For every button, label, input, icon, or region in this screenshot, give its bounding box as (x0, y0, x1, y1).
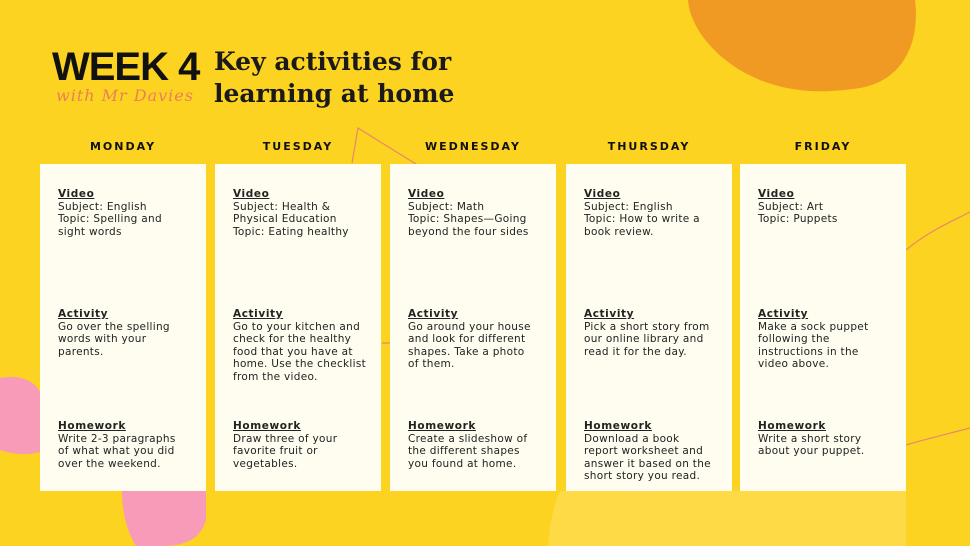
activity-label: Activity (408, 308, 459, 320)
activity-text: Pick a short story from our online library and read it for the day. (584, 320, 710, 358)
activity-label: Activity (58, 308, 109, 320)
video-text: Subject: Math Topic: Shapes—Going beyond the four sides (408, 200, 529, 238)
day-heading-wednesday: WEDNESDAY (425, 140, 521, 153)
page-title-line-1: Key activities for (214, 47, 452, 76)
homework-label: Homework (758, 420, 826, 432)
day-card-tuesday (215, 164, 381, 491)
video-section (408, 188, 554, 238)
activity-section (584, 308, 730, 358)
homework-text: Draw three of your favorite fruit or vegetables. (233, 432, 338, 470)
activity-section (758, 308, 904, 371)
video-section (233, 188, 379, 238)
homework-label: Homework (408, 420, 476, 432)
activity-section (408, 308, 554, 371)
homework-label: Homework (584, 420, 652, 432)
video-text: Subject: Health & Physical Education Topic: Eating healthy (233, 200, 349, 238)
day-card-wednesday (390, 164, 556, 491)
light-yellow-shape (548, 491, 906, 546)
day-card-monday (40, 164, 206, 491)
homework-text: Write a short story about your puppet. (758, 432, 865, 458)
video-label: Video (233, 188, 270, 200)
video-label: Video (758, 188, 795, 200)
activity-label: Activity (233, 308, 284, 320)
day-heading-tuesday: TUESDAY (262, 140, 334, 153)
homework-section (758, 420, 904, 458)
video-label: Video (584, 188, 621, 200)
video-section (758, 188, 904, 226)
homework-text: Download a book report worksheet and answer it based on the short story you read. (584, 432, 711, 483)
homework-label: Homework (233, 420, 301, 432)
activity-text: Go to your kitchen and check for the healthy food that you have at home. Use the checklist from the video. (233, 320, 367, 383)
homework-section (233, 420, 379, 470)
homework-text: Write 2-3 paragraphs of what what you did over the weekend. (58, 432, 176, 470)
activity-text: Go around your house and look for different shapes. Take a photo of them. (408, 320, 531, 371)
homework-section (58, 420, 204, 470)
page-title-line-2: learning at home (214, 79, 455, 108)
pink-blob-shape (0, 377, 40, 454)
outline-leaf-right-shape (906, 212, 970, 250)
outline-line-right-shape (906, 428, 970, 445)
video-label: Video (58, 188, 95, 200)
day-card-thursday (566, 164, 732, 491)
homework-section (584, 420, 730, 483)
orange-blob-shape (688, 0, 916, 91)
day-heading-monday: MONDAY (89, 140, 157, 153)
day-card-friday (740, 164, 906, 491)
pink-blob-bottom-shape (122, 491, 206, 546)
video-section (584, 188, 730, 238)
day-heading-friday: FRIDAY (794, 140, 852, 153)
activity-text: Go over the spelling words with your parents. (58, 320, 170, 358)
homework-text: Create a slideshow of the different shapes you found at home. (408, 432, 528, 470)
homework-section (408, 420, 554, 470)
page-title (214, 46, 474, 110)
homework-label: Homework (58, 420, 126, 432)
day-heading-thursday: THURSDAY (607, 140, 691, 153)
video-section (58, 188, 204, 238)
activity-label: Activity (758, 308, 809, 320)
activity-section (233, 308, 379, 384)
activity-label: Activity (584, 308, 635, 320)
teacher-name: with Mr Davies (56, 86, 194, 105)
week-label: WEEK 4 (52, 45, 200, 89)
activity-section (58, 308, 204, 358)
activity-text: Make a sock puppet following the instructions in the video above. (758, 320, 869, 371)
video-text: Subject: English Topic: Spelling and sight words (58, 200, 162, 238)
video-text: Subject: English Topic: How to write a book review. (584, 200, 700, 238)
video-label: Video (408, 188, 445, 200)
video-text: Subject: Art Topic: Puppets (758, 200, 838, 226)
